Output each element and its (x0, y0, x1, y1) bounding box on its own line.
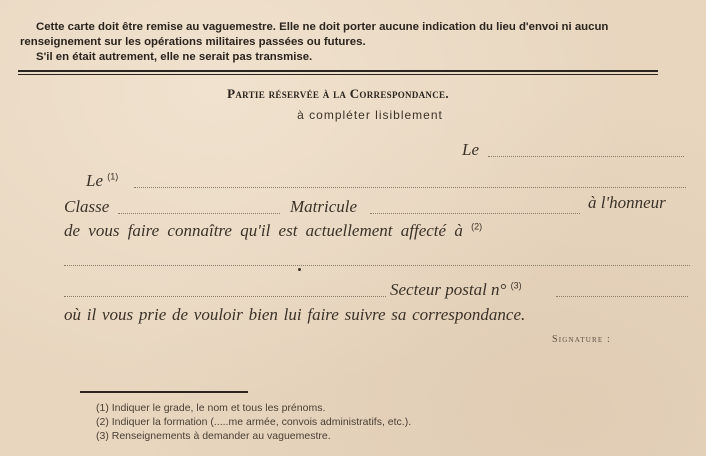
unit-field[interactable] (64, 296, 386, 297)
date-le-label: Le (462, 140, 479, 159)
secteur-field[interactable] (556, 296, 688, 297)
secteur-footnote-ref: (3) (510, 280, 522, 291)
footnotes (96, 401, 411, 443)
le-footnote-ref: (1) (107, 171, 119, 182)
date-field[interactable] (488, 156, 684, 157)
forwarding-sentence: où il vous prie de vouloir bien lui faire suivre sa correspondance. (64, 305, 526, 324)
matricule-field[interactable] (370, 213, 580, 214)
notice-line-1: Cette carte doit être remise au vaguemestre. Elle ne doit porter aucune indication du lieu d'envoi ni aucun (36, 21, 609, 33)
divider-thick (18, 70, 658, 72)
notice-line-2: renseignement sur les opérations militaires passées ou futures. (20, 36, 366, 48)
classe-field[interactable] (118, 213, 280, 214)
signature-label: Signature : (552, 334, 612, 345)
footnote-2: (2) Indiquer la formation (.....me armée, convois administratifs, etc.). (96, 416, 412, 428)
footnote-1: (1) Indiquer le grade, le nom et tous les prénoms. (96, 402, 326, 414)
assignment-sentence: de vous faire connaître qu'il est actuellement affecté à $^{(2)}$ (64, 221, 483, 240)
censorship-notice (20, 20, 690, 65)
divider-thin (18, 74, 658, 75)
matricule-label: Matricule (290, 197, 358, 216)
secteur-label: Secteur postal n° $^{(3)}$ (390, 280, 522, 299)
assignment-footnote-ref: (2) (471, 221, 483, 232)
section-heading: Partie réservée à la Correspondance. (227, 86, 449, 101)
assignment-field[interactable] (64, 265, 690, 266)
name-field[interactable] (134, 187, 686, 188)
footnote-3: (3) Renseignements à demander au vaguemestre. (96, 430, 331, 442)
ink-dot (298, 268, 301, 271)
notice-line-3: S'il en était autrement, elle ne serait pas transmise. (36, 51, 313, 63)
section-subheading: à compléter lisiblement (297, 108, 443, 122)
le-label: Le $^{(1)}$ (86, 171, 119, 190)
classe-label: Classe (64, 197, 110, 216)
honneur-text: à l'honneur (588, 193, 666, 212)
footnote-divider (80, 391, 248, 393)
